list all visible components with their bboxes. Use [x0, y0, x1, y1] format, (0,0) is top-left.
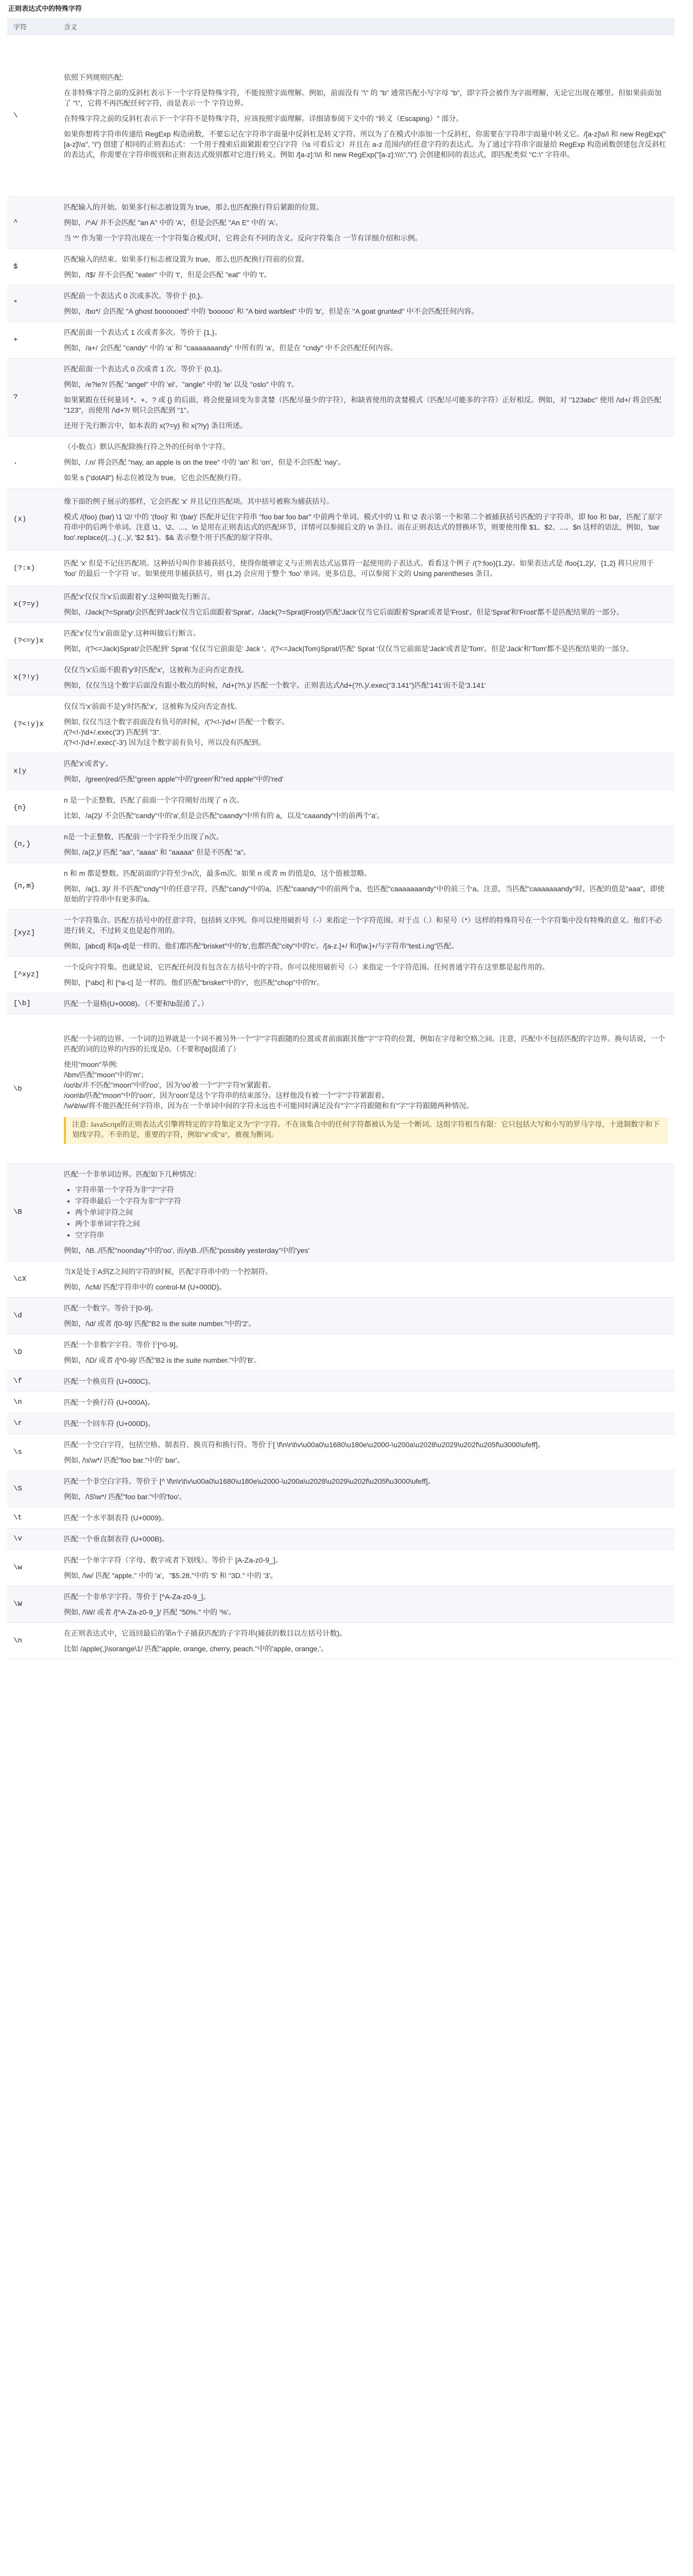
- special-char-cell: (x): [7, 488, 58, 550]
- meaning-paragraph: 例如, /\W/ 或者 /[^A-Za-z0-9_]/ 匹配 "50%." 中的 '%'。: [64, 1608, 236, 1616]
- special-char-cell: \b: [7, 1014, 58, 1164]
- special-char-cell: (?<!y)x: [7, 696, 58, 753]
- list-item: • 两个单词字符之间: [75, 1207, 668, 1217]
- special-char-cell: \t: [7, 1507, 58, 1529]
- meaning-cell: [58, 910, 674, 957]
- meaning-paragraph: 使用"moon"举例: /\bm/匹配"moon"中的'm'； /oo\b/并不匹配"moon"中的'oo'，因为'oo'被一个"字"字符'n'紧跟着。 /oon\b/匹配"moon"中的'oon'，因为'oon'是这个字符串的结束部分。这样他没有被一个"字"字符紧跟着。 /\w\b\w/将不能匹配任何字符串，因为在一个单词中间的字符永远也不可能同时满足没有"字"字符跟随和有"字"字符跟随两种情况。: [64, 1060, 474, 1110]
- table-row: [7, 285, 674, 322]
- condition-list: [75, 1184, 668, 1240]
- meaning-paragraph: 当X是处于A到Z之间的字符的时候，匹配字符串中的一个控制符。: [64, 1267, 273, 1276]
- meaning-cell: [58, 1413, 674, 1434]
- table-row: [7, 197, 674, 249]
- meaning-paragraph: 例如，/a{1, 3}/ 并不匹配"cndy"中的任意字符，匹配"candy"中的a，匹配"caandy"中的前两个a，也匹配"caaaaaaandy"中的前三个a。注意，当匹配"caaaaaaandy"时，匹配的值是"aaa"，即使原始的字符串中有更多的a。: [64, 885, 665, 903]
- special-char-cell: x|y: [7, 753, 58, 790]
- meaning-cell: [58, 488, 674, 550]
- special-char-cell: \r: [7, 1413, 58, 1434]
- meaning-paragraph: 匹配一个非数字字符。等价于[^0-9]。: [64, 1341, 183, 1349]
- table-row: [7, 1434, 674, 1471]
- special-char-cell: [^xyz]: [7, 957, 58, 993]
- special-char-cell: [xyz]: [7, 910, 58, 957]
- special-char-cell: {n,}: [7, 826, 58, 863]
- meaning-cell: [58, 35, 674, 197]
- list-item: • 两个非单词字符之间: [75, 1218, 668, 1229]
- meaning-paragraph: 匹配一个词的边界。一个词的边界就是一个词不被另外一个"字"字符跟随的位置或者前面跟其他"字"字符的位置，例如在字母和空格之间。注意，匹配中不包括匹配的字边界。换句话说，一个匹配的词的边界的内容的长度是0。（不要和[\b]混淆了）: [64, 1034, 665, 1053]
- meaning-cell: [58, 957, 674, 993]
- meaning-paragraph: 例如，/\D/ 或者 /[^0-9]/ 匹配"B2 is the suite number."中的'B'。: [64, 1356, 261, 1364]
- meaning-paragraph: 例如，/^A/ 并不会匹配 "an A" 中的 'A'，但是会匹配 "An E" 中的 'A'。: [64, 218, 283, 227]
- special-char-cell: +: [7, 322, 58, 359]
- meaning-paragraph: 匹配一个空白字符，包括空格、制表符、换页符和换行符。等价于[ \f\n\r\t\v\u00a0\u1680\u180e\u2000-\u200a\u2028\u2029\u202f\u205f\u3000\ufeff]。: [64, 1440, 545, 1449]
- special-char-cell: \d: [7, 1298, 58, 1334]
- table-row: [7, 1550, 674, 1586]
- meaning-cell: [58, 322, 674, 359]
- meaning-paragraph: 匹配前一个表达式 0 次或多次。等价于 {0,}。: [64, 292, 207, 300]
- special-char-cell: \S: [7, 1471, 58, 1507]
- meaning-paragraph: 例如，/e?le?/ 匹配 "angel" 中的 'el'、"angle" 中的 'le' 以及 "oslo" 中的 'l'。: [64, 380, 299, 388]
- table-row: [7, 1371, 674, 1392]
- meaning-cell: [58, 1529, 674, 1550]
- meaning-cell: [58, 1623, 674, 1659]
- meaning-cell: [58, 586, 674, 623]
- table-row: [7, 826, 674, 863]
- table-row: [7, 586, 674, 623]
- meaning-paragraph: 例如，[abcd] 和[a-d]是一样的。他们都匹配"brisket"中的'b',也都匹配"city"中的'c'。/[a-z.]+/ 和/[\w.]+/与字符串"test.i.ng"匹配。: [64, 942, 459, 950]
- meaning-cell: [58, 1550, 674, 1586]
- meaning-cell: [58, 1014, 674, 1164]
- table-row: [7, 1586, 674, 1623]
- special-char-cell: x(?=y): [7, 586, 58, 623]
- meaning-cell: [58, 1507, 674, 1529]
- meaning-cell: [58, 659, 674, 696]
- special-char-cell: .: [7, 436, 58, 488]
- table-row: [7, 957, 674, 993]
- meaning-paragraph: 匹配一个非单词边界。匹配如下几种情况：: [64, 1170, 201, 1178]
- meaning-paragraph: 匹配一个单字字符（字母、数字或者下划线）。等价于 [A-Za-z0-9_]。: [64, 1556, 283, 1564]
- meaning-paragraph: 匹配一个垂直制表符 (U+000B)。: [64, 1535, 169, 1543]
- meaning-paragraph: 例如，/green|red/匹配"green apple"中的'green'和"red apple"中的'red': [64, 775, 284, 783]
- table-row: [7, 249, 674, 285]
- meaning-paragraph: 匹配一个退格(U+0008)。（不要和\b混淆了。）: [64, 999, 209, 1008]
- special-char-cell: \W: [7, 1586, 58, 1623]
- meaning-cell: [58, 790, 674, 826]
- meaning-cell: [58, 753, 674, 790]
- meaning-paragraph: 匹配'x'仅当'x'前面是'y'.这种叫做后行断言。: [64, 629, 200, 637]
- meaning-cell: [58, 1586, 674, 1623]
- meaning-paragraph: 当 '^' 作为第一个字符出现在一个字符集合模式时，它将会有不同的含义。反向字符集合 一节有详细介绍和示例。: [64, 234, 422, 242]
- special-char-cell: \v: [7, 1529, 58, 1550]
- table-row: [7, 1413, 674, 1434]
- special-char-cell: $: [7, 249, 58, 285]
- meaning-cell: [58, 1471, 674, 1507]
- meaning-paragraph: 例如，/a+/ 会匹配 "candy" 中的 'a' 和 "caaaaaaandy" 中所有的 'a'，但是在 "cndy" 中不会匹配任何内容。: [64, 344, 397, 352]
- meaning-paragraph: 匹配一个数字。等价于[0-9]。: [64, 1304, 158, 1312]
- meaning-paragraph: 如果紧跟在任何量词 *、+、? 或 {} 的后面，将会使量词变为非贪婪（匹配尽量少的字符），和缺省使用的贪婪模式（匹配尽可能多的字符）正好相反。例如，对 "123abc" 使用 /\d+/ 将会匹配 "123"，而使用 /\d+?/ 则只会匹配到 "1"。: [64, 396, 662, 414]
- table-row: [7, 696, 674, 753]
- special-char-cell: \: [7, 35, 58, 197]
- column-header-meaning: 含义: [58, 18, 674, 35]
- list-item: • 字符串第一个字符为非"字"字符: [75, 1184, 668, 1195]
- meaning-paragraph: 例如，仅仅当这个数字后面没有跟小数点的时候，/\d+(?!\.)/ 匹配一个数字。正则表达式/\d+(?!\.)/.exec("3.141")匹配'141'而不是'3.141': [64, 681, 486, 689]
- table-row: [7, 863, 674, 910]
- special-char-cell: \cX: [7, 1261, 58, 1298]
- table-row: [7, 659, 674, 696]
- meaning-cell: [58, 359, 674, 436]
- meaning-paragraph: 仅仅当'x'前面不是'y'时匹配'x'，这被称为反向否定查找。: [64, 702, 242, 710]
- meaning-paragraph: 匹配前面一个表达式 0 次或者 1 次。等价于 {0,1}。: [64, 365, 227, 373]
- meaning-paragraph: 像下面的例子展示的那样，它会匹配 'x' 并且记住匹配项。其中括号被称为捕获括号。: [64, 497, 334, 505]
- table-row: [7, 790, 674, 826]
- special-char-cell: [\b]: [7, 993, 58, 1014]
- table-row: [7, 1014, 674, 1164]
- meaning-paragraph: n是一个正整数，匹配前一个字符至少出现了n次。: [64, 833, 223, 841]
- table-body: [7, 35, 674, 1659]
- meaning-cell: [58, 993, 674, 1014]
- meaning-paragraph: 匹配'x'或者'y'。: [64, 759, 113, 768]
- meaning-paragraph: 匹配输入的结束。如果多行标志被设置为 true，那么也匹配换行符前的位置。: [64, 255, 309, 263]
- table-row: [7, 1298, 674, 1334]
- meaning-cell: [58, 1392, 674, 1413]
- meaning-paragraph: 例如，/\d/ 或者 /[0-9]/ 匹配"B2 is the suite number."中的'2'。: [64, 1319, 256, 1328]
- table-row: [7, 910, 674, 957]
- table-row: [7, 993, 674, 1014]
- meaning-cell: [58, 550, 674, 586]
- table-row: [7, 1261, 674, 1298]
- meaning-paragraph: 匹配'x'仅仅当'x'后面跟着'y'.这种叫做先行断言。: [64, 592, 215, 601]
- meaning-cell: [58, 863, 674, 910]
- meaning-paragraph: 还用于先行断言中，如本表的 x(?=y) 和 x(?!y) 条目所述。: [64, 421, 247, 430]
- list-item: • 空字符串: [75, 1230, 668, 1240]
- meaning-paragraph: 例如，[^abc] 和 [^a-c] 是一样的。他们匹配"brisket"中的'r'，也匹配"chop"中的'h'。: [64, 978, 324, 987]
- column-header-char: 字符: [7, 18, 58, 35]
- note-box: 注意: JavaScript的正则表达式引擎将特定的字符集定义为"字"字符。不在该集合中的任何字符都被认为是一个断词。这组字符相当有限：它只包括大写和小写的罗马字母，十进制数字和下划线字符。不幸的是，重要的字符，例如"é"或"ü"，被视为断词。: [64, 1117, 668, 1144]
- meaning-paragraph: 在特殊字符之前的反斜杠表示下一个字符不是特殊字符，应该按照字面理解。详细请参阅下文中的 "转义（Escaping）" 部分。: [64, 114, 463, 123]
- meaning-paragraph: 依照下列规则匹配:: [64, 73, 124, 81]
- special-char-cell: \w: [7, 1550, 58, 1586]
- meaning-paragraph: 在非特殊字符之前的反斜杠表示下一个字符是特殊字符，不能按照字面理解。例如，前面没有 "\" 的 "b" 通常匹配小写字母 "b"，即字符会被作为字面理解，无论它出现在哪里。但如果前面加了 "\"，它将不再匹配任何字符，而是表示一个 字符边界。: [64, 88, 662, 107]
- table-row: [7, 35, 674, 197]
- meaning-paragraph: 匹配一个非空白字符。等价于 [^ \f\n\r\t\v\u00a0\u1680\u180e\u2000-\u200a\u2028\u2029\u202f\u205f\u3000\ufeff]。: [64, 1477, 435, 1485]
- meaning-paragraph: 例如, /\w/ 匹配 "apple," 中的 'a'，"$5.28,"中的 '5' 和 "3D." 中的 '3'。: [64, 1571, 278, 1580]
- page-title: 正则表达式中的特殊字符: [8, 5, 82, 12]
- list-item: • 字符串最后一个字符为非"字"字符: [75, 1196, 668, 1206]
- table-row: [7, 623, 674, 659]
- table-row: [7, 550, 674, 586]
- meaning-cell: [58, 1434, 674, 1471]
- meaning-paragraph: 例如, /\s\w*/ 匹配"foo bar."中的' bar'。: [64, 1456, 184, 1464]
- table-row: [7, 753, 674, 790]
- special-char-cell: \f: [7, 1371, 58, 1392]
- meaning-paragraph: 匹配 'x' 但是不记住匹配项。这种括号叫作非捕获括号，使得你能够定义与正则表达式运算符一起使用的子表达式。看看这个例子 /(?:foo){1,2}/。如果表达式是 /foo{1,2}/，{1,2} 将只应用于 'foo' 的最后一个字符 'o'。如果使用非捕获括号，则 {1,2} 会应用于整个 'foo' 单词。更多信息，可以参阅下文的 Using parentheses 条目。: [64, 558, 654, 578]
- meaning-paragraph: n 和 m 都是整数。匹配前面的字符至少n次，最多m次。如果 n 或者 m 的值是0，这个值被忽略。: [64, 869, 372, 877]
- meaning-paragraph: 匹配输入的开始。如果多行标志被设置为 true，那么也匹配换行符后紧跟的位置。: [64, 203, 324, 211]
- meaning-paragraph: 匹配一个非单字字符。等价于 [^A-Za-z0-9_]。: [64, 1592, 211, 1601]
- table-row: [7, 1623, 674, 1659]
- meaning-cell: [58, 826, 674, 863]
- special-char-cell: \B: [7, 1164, 58, 1261]
- meaning-cell: [58, 1298, 674, 1334]
- table-row: [7, 436, 674, 488]
- meaning-paragraph: 一个字符集合。匹配方括号中的任意字符，包括转义序列。你可以使用破折号（-）来指定一个字符范围。对于点（.）和星号（*）这样的特殊符号在一个字符集中没有特殊的意义。他们不必进行转义，不过转义也是起作用的。: [64, 916, 662, 935]
- meaning-paragraph: 模式 /(foo) (bar) \1 \2/ 中的 '(foo)' 和 '(bar)' 匹配并记住字符串 "foo bar foo bar" 中前两个单词。模式中的 \1 和 \2 表示第一个和第二个被捕获括号匹配的子字符串，即 foo 和 bar，匹配了原字符串中的后两个单词。注意 \1、\2、...、\n 是用在正则表达式的匹配环节，详情可以参阅后文的 \n 条目。而在正则表达式的替换环节，则要使用像 $1、$2、...、$n 这样的语法，例如，'bar foo'.replace(/(...) (...)/, '$2 $1')。$& 表示整个用于匹配的原字符串。: [64, 512, 663, 541]
- meaning-paragraph: n 是一个正整数，匹配了前面一个字符刚好出现了 n 次。: [64, 796, 244, 804]
- meaning-paragraph: 比如 /apple(,)\sorange\1/ 匹配"apple, orange, cherry, peach."中的'apple, orange,'。: [64, 1645, 328, 1653]
- special-char-cell: (?<=y)x: [7, 623, 58, 659]
- special-char-cell: ?: [7, 359, 58, 436]
- meaning-cell: [58, 696, 674, 753]
- table-row: [7, 1164, 674, 1261]
- meaning-paragraph: 比如，/a{2}/ 不会匹配"candy"中的'a',但是会匹配"caandy"中所有的 a，以及"caaandy"中的前两个'a'。: [64, 811, 384, 820]
- table-row: [7, 488, 674, 550]
- meaning-paragraph: 例如，/(?<=Jack)Sprat/会匹配到' Sprat '仅仅当它前面是' Jack '。/(?<=Jack|Tom)Sprat/匹配' Sprat '仅仅当它前面是'Jack'或者是'Tom'。但是'Jack'和'Tom'都不是匹配结果的一部分。: [64, 645, 633, 653]
- meaning-paragraph: 例如，/\cM/ 匹配字符串中的 control-M (U+000D)。: [64, 1283, 227, 1291]
- meaning-paragraph: 匹配前面一个表达式 1 次或者多次。等价于 {1,}。: [64, 328, 222, 336]
- meaning-cell: [58, 623, 674, 659]
- meaning-paragraph: 匹配一个水平制表符 (U+0009)。: [64, 1514, 168, 1522]
- meaning-cell: [58, 1334, 674, 1371]
- meaning-paragraph: 匹配一个换行符 (U+000A)。: [64, 1398, 155, 1406]
- table-row: [7, 322, 674, 359]
- table-row: [7, 359, 674, 436]
- table-row: [7, 1529, 674, 1550]
- special-char-cell: \s: [7, 1434, 58, 1471]
- table-header: [7, 18, 674, 35]
- meaning-paragraph: 例如, /a{2,}/ 匹配 "aa", "aaaa" 和 "aaaaa" 但是不匹配 "a"。: [64, 848, 251, 856]
- meaning-paragraph: 如果你想将字符串传递给 RegExp 构造函数，不要忘记在字符串字面量中反斜杠是转义字符。所以为了在模式中添加一个反斜杠，你需要在字符串字面量中转义它。/[a-z]\s/i 和 new RegExp("[a-z]\\s", "i") 创建了相同的正则表达式：一个用于搜索后面紧跟着空白字符（\s 可看后文）并且在 a-z 范围内的任意字符的表达式。为了通过字符串字面量给 RegExp 构造函数创建包含反斜杠的表达式，你需要在字符串级别和正则表达式级别都对它进行转义。例如 /[a-z]:\\/i 和 new RegExp("[a-z]:\\\\","i") 会创建相同的表达式，即匹配类似 "C:\" 字符串。: [64, 129, 666, 159]
- meaning-paragraph: 在正则表达式中，它返回最后的第n个子捕获匹配的子字符串(捕获的数目以左括号计数)。: [64, 1629, 347, 1637]
- meaning-paragraph: 匹配一个换页符 (U+000C)。: [64, 1377, 155, 1385]
- meaning-paragraph: 例如，/t$/ 并不会匹配 "eater" 中的 't'，但是会匹配 "eat" 中的 't'。: [64, 270, 271, 279]
- table-row: [7, 1392, 674, 1413]
- table-row: [7, 1334, 674, 1371]
- special-char-cell: \D: [7, 1334, 58, 1371]
- meaning-paragraph: 例如，/\B../匹配"noonday"中的'oo', 而/y\B../匹配"possibly yesterday"中的'yes': [64, 1246, 310, 1255]
- meaning-paragraph: 一个反向字符集。也就是说，它匹配任何没有包含在方括号中的字符。你可以使用破折号（-）来指定一个字符范围。任何普通字符在这里都是起作用的。: [64, 963, 549, 971]
- special-characters-table: [7, 18, 674, 1659]
- special-char-cell: \n: [7, 1623, 58, 1659]
- meaning-paragraph: 例如，/bo*/ 会匹配 "A ghost boooooed" 中的 'booooo' 和 "A bird warbled" 中的 'b'，但是在 "A goat grunted" 中不会匹配任何内容。: [64, 307, 479, 315]
- meaning-paragraph: 如果 s ("dotAll") 标志位被设为 true，它也会匹配换行符。: [64, 473, 246, 482]
- special-char-cell: {n,m}: [7, 863, 58, 910]
- table-row: [7, 1507, 674, 1529]
- special-char-cell: (?:x): [7, 550, 58, 586]
- meaning-cell: [58, 249, 674, 285]
- meaning-cell: [58, 1261, 674, 1298]
- special-char-cell: *: [7, 285, 58, 322]
- meaning-paragraph: 例如，/Jack(?=Sprat)/会匹配到'Jack'仅当它后面跟着'Sprat'。/Jack(?=Sprat|Frost)/匹配'Jack'仅当它后面跟着'Sprat'或者是'Frost'。但是'Sprat'和'Frost'都不是匹配结果的一部分。: [64, 608, 624, 616]
- special-char-cell: {n}: [7, 790, 58, 826]
- meaning-paragraph: （小数点）默认匹配除换行符之外的任何单个字符。: [64, 443, 230, 451]
- meaning-cell: [58, 436, 674, 488]
- special-char-cell: ^: [7, 197, 58, 249]
- table-row: [7, 1471, 674, 1507]
- meaning-paragraph: 例如, 仅仅当这个数字前面没有负号的时候，/(?<!-)\d+/ 匹配一个数字。 /(?<!-)\d+/.exec('3') 匹配到 "3". /(?<!-)\d+/.exec('-3') 因为这个数字前有负号，所以没有匹配到。: [64, 718, 289, 747]
- meaning-cell: [58, 197, 674, 249]
- meaning-paragraph: 例如，/\S\w*/ 匹配"foo bar."中的'foo'。: [64, 1493, 186, 1501]
- special-char-cell: \n: [7, 1392, 58, 1413]
- meaning-paragraph: 例如，/.n/ 将会匹配 "nay, an apple is on the tree" 中的 'an' 和 'on'，但是不会匹配 'nay'。: [64, 458, 345, 466]
- meaning-cell: [58, 1371, 674, 1392]
- special-char-cell: x(?!y): [7, 659, 58, 696]
- meaning-cell: [58, 285, 674, 322]
- meaning-paragraph: 仅仅当'x'后面不跟着'y'时匹配'x'，这被称为正向否定查找。: [64, 666, 249, 674]
- meaning-cell: [58, 1164, 674, 1261]
- meaning-paragraph: 匹配一个回车符 (U+000D)。: [64, 1419, 155, 1428]
